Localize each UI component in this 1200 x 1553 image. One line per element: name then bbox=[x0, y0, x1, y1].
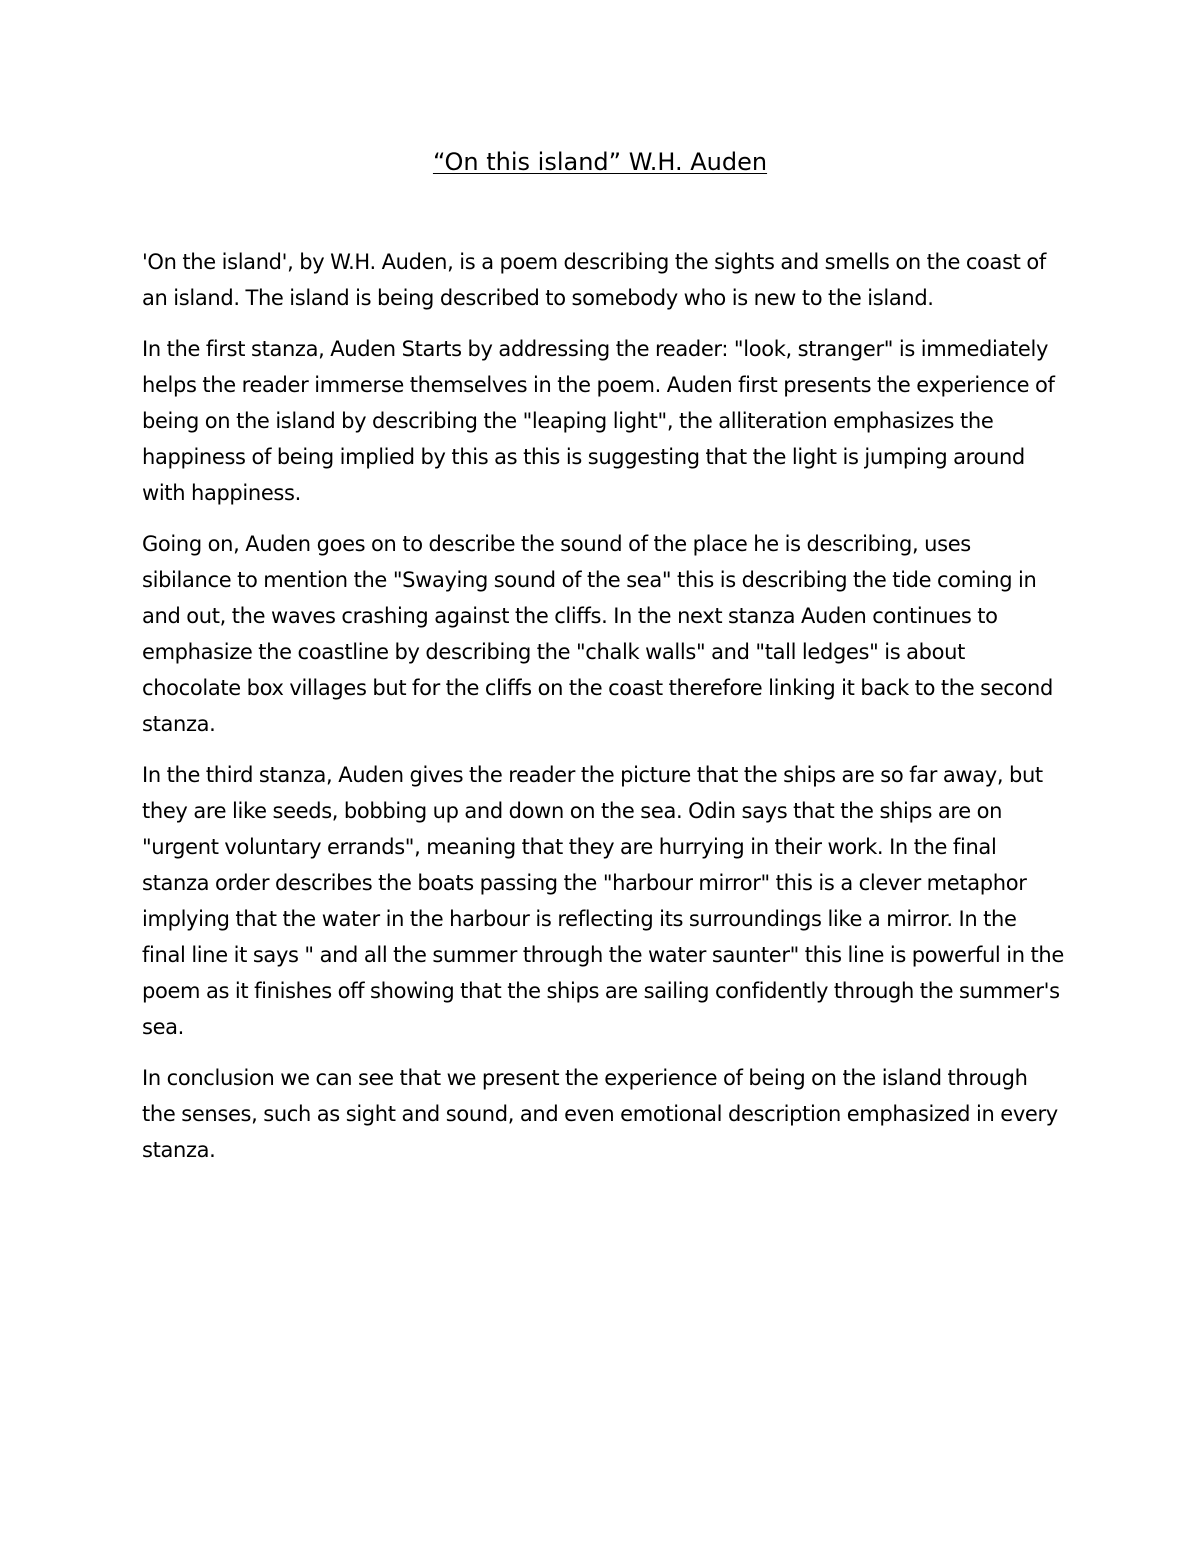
paragraph-conclusion: In conclusion we can see that we present the experience of being on the island through the senses, such as sight and sound, and even emotional description emphasized in every stanza. bbox=[142, 1066, 1058, 1162]
document-body bbox=[142, 244, 1064, 1183]
paragraph-second-stanza: Going on, Auden goes on to describe the sound of the place he is describing, uses sibilance to mention the "Swaying sound of the sea" this is describing the tide coming in and out, the waves crashing against the cliffs. In the next stanza Auden continues to emphasize the coastline by describing the "chalk walls" and "tall ledges" is about chocolate box villages but for the cliffs on the coast therefore linking it back to the second stanza. bbox=[142, 532, 1053, 736]
paragraph-first-stanza: In the first stanza, Auden Starts by addressing the reader: "look, stranger" is immediately helps the reader immerse themselves in the poem. Auden first presents the experience of being on the island by describing the "leaping light", the alliteration emphasizes the happiness of being implied by this as this is suggesting that the light is jumping around with happiness. bbox=[142, 337, 1055, 505]
paragraph-intro: 'On the island', by W.H. Auden, is a poem describing the sights and smells on the coast of an island. The island is being described to somebody who is new to the island. bbox=[142, 250, 1046, 310]
document-title: “On this island” W.H. Auden bbox=[432, 148, 768, 176]
paragraph-third-stanza: In the third stanza, Auden gives the reader the picture that the ships are so far away, but they are like seeds, bobbing up and down on the sea. Odin says that the ships are on "urgent voluntary errands", meaning that they are hurrying in their work. In the final stanza order describes the boats passing the "harbour mirror" this is a clever metaphor implying that the water in the harbour is reflecting its surroundings like a mirror. In the final line it says " and all the summer through the water saunter" this line is powerful in the poem as it finishes off showing that the ships are sailing confidently through the summer's sea. bbox=[142, 763, 1064, 1039]
